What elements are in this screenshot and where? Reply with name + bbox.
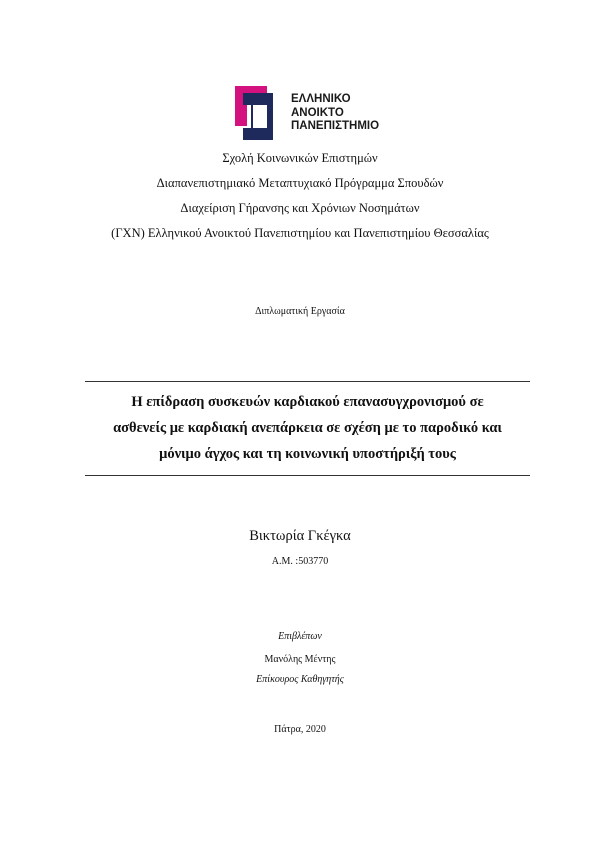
supervisor-name: Μανόλης Μέντης	[264, 654, 336, 665]
program-name: Διαχείριση Γήρανσης και Χρόνιων Νοσημάτων	[180, 201, 420, 215]
author-name: Βικτωρία Γκέγκα	[249, 528, 351, 544]
supervisor-role: Επίκουρος Καθηγητής	[256, 674, 344, 685]
logo-mark-icon	[233, 84, 289, 142]
school-name: Σχολή Κοινωνικών Επιστημών	[222, 151, 378, 165]
program-type: Διαπανεπιστημιακό Μεταπτυχιακό Πρόγραμμα Σπουδών	[156, 176, 444, 190]
logo-line: ΕΛΛΗΝΙΚΟ	[291, 93, 351, 105]
logo-line: ΠΑΝΕΠΙΣΤΗΜΙΟ	[291, 120, 380, 132]
universities: (ΓΧΝ) Ελληνικού Ανοικτού Πανεπιστημίου και Πανεπιστημίου Θεσσαλίας	[111, 226, 489, 240]
logo-wordmark	[291, 93, 379, 134]
title-line: μόνιμο άγχος και τη κοινωνική υποστήριξή τους	[159, 446, 456, 462]
title-rule-bottom	[85, 475, 530, 476]
document-type: Διπλωματική Εργασία	[255, 306, 345, 317]
supervisor-label: Επιβλέπων	[278, 631, 322, 642]
title-line: Η επίδραση συσκευών καρδιακού επανασυγχρονισμού σε	[131, 394, 484, 410]
registration-number: Α.Μ. :503770	[271, 556, 329, 567]
thesis-title-block	[85, 381, 530, 476]
title-line: ασθενείς με καρδιακή ανεπάρκεια σε σχέση με το παροδικό και	[113, 420, 502, 436]
university-logo	[233, 84, 393, 144]
logo-line: ΑΝΟΙΚΤΟ	[291, 106, 344, 119]
thesis-title	[85, 382, 530, 475]
place-date: Πάτρα, 2020	[274, 724, 326, 735]
